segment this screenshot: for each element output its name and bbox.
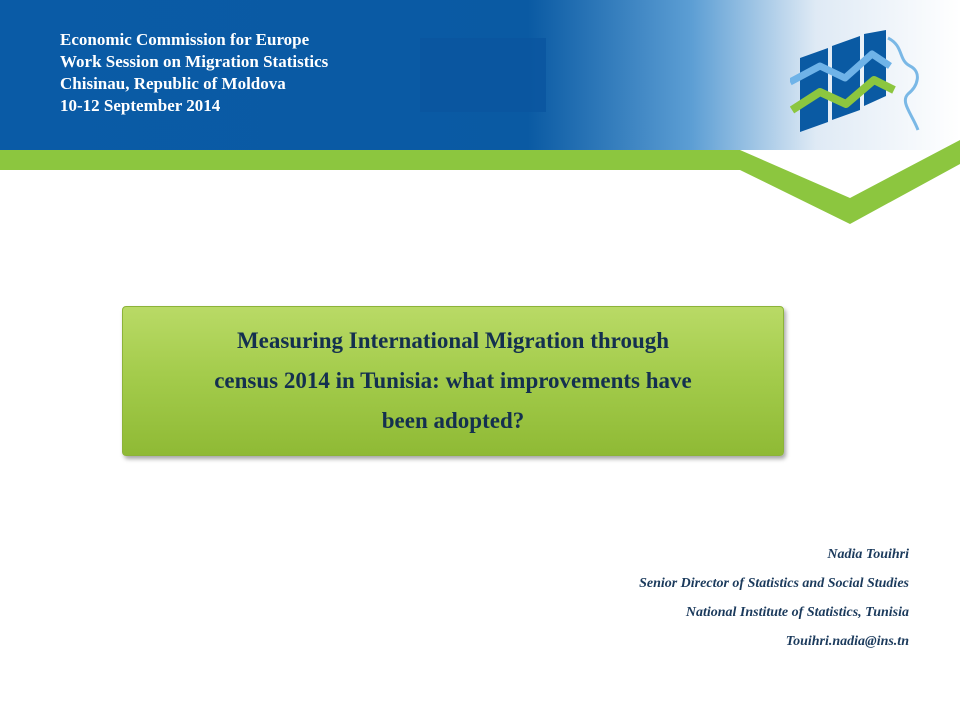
author-name: Nadia Touihri: [827, 547, 909, 562]
author-email: Touihri.nadia@ins.tn: [785, 634, 909, 649]
event-dates: 10-12 September 2014: [60, 96, 221, 115]
author-institution: National Institute of Statistics, Tunisia: [685, 605, 909, 620]
organization-name: Economic Commission for Europe: [60, 30, 310, 49]
green-swoosh: [0, 140, 960, 224]
presentation-title: [153, 321, 753, 441]
event-name: Work Session on Migration Statistics: [60, 52, 329, 71]
presentation-title-box: [122, 306, 784, 456]
event-location: Chisinau, Republic of Moldova: [60, 74, 286, 93]
author-position: Senior Director of Statistics and Social Studies: [639, 576, 909, 591]
title-line: census 2014 in Tunisia: what improvements have: [214, 368, 692, 393]
author-block: [639, 540, 909, 656]
title-line: been adopted?: [381, 408, 525, 433]
title-line: Measuring International Migration through: [236, 328, 670, 353]
event-header: [60, 29, 328, 117]
unece-migration-logo-icon: [790, 30, 930, 140]
